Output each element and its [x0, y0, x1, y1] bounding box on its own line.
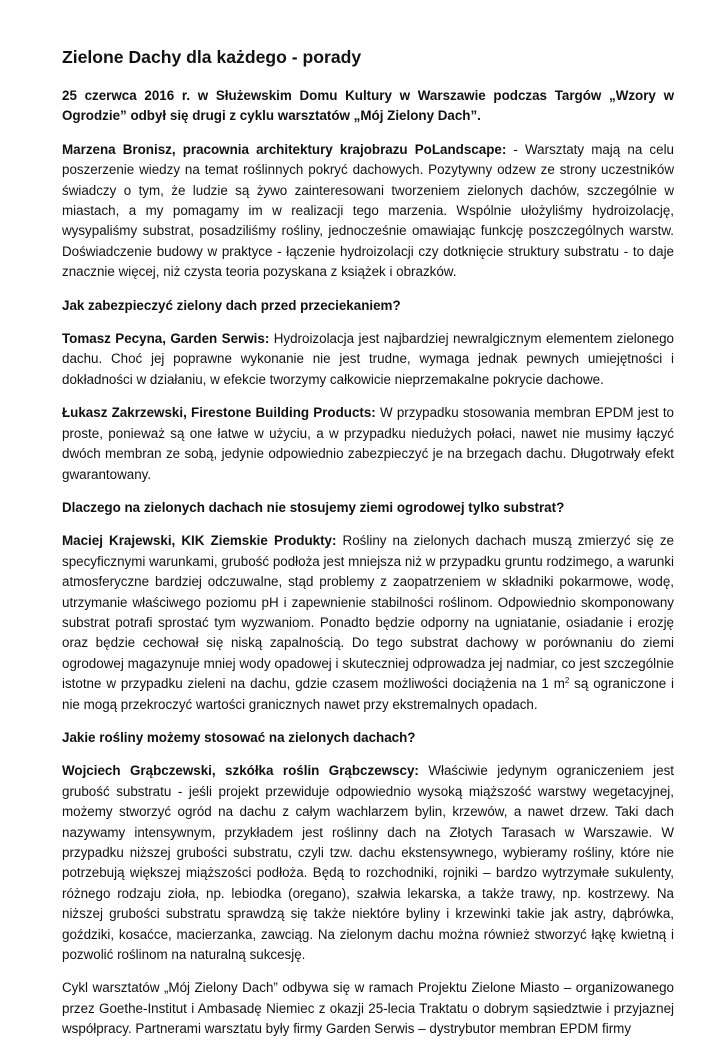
question-leak-protection: Jak zabezpieczyć zielony dach przed przeciekaniem? — [62, 297, 401, 313]
question-substrate: Dlaczego na zielonych dachach nie stosujemy ziemi ogrodowej tylko substrat? — [62, 499, 565, 515]
document-title: Zielone Dachy dla każdego - porady — [62, 47, 362, 67]
document-page — [62, 46, 674, 1053]
speaker-name: Tomasz Pecyna, Garden Serwis: — [62, 331, 270, 347]
paragraph-pecyna — [62, 329, 674, 390]
paragraph-closing: Cykl warsztatów „Mój Zielony Dach” odbywa się w ramach Projektu Zielone Miasto – organizowanego przez Goethe-Institut i Ambasadę Niemiec z okazji 25-lecia Traktatu o dobrym sąsiedztwie i przyjaznej współpracy. Partnerami warsztatu były firmy Garden Serwis – dystrybutor membran EPDM firmy — [62, 980, 674, 1037]
paragraph-text: Hydroizolacja jest najbardziej newralgicznym elementem zielonego dachu. Choć jej poprawne wykonanie nie jest trudne, wymaga jednak pewnych umiejętności i dokładności w działaniu, w efekcie tworzymy całkowicie nieprzemakalne pokrycie dachowe. — [62, 331, 674, 387]
speaker-name: Maciej Krajewski, KIK Ziemskie Produkty: — [62, 533, 337, 549]
speaker-name: Łukasz Zakrzewski, Firestone Building Products: — [62, 405, 376, 421]
superscript: 2 — [564, 676, 570, 686]
paragraph-text: Rośliny na zielonych dachach muszą zmierzyć się ze specyficznymi warunkami, grubość podłoża jest mniejsza niż w przypadku gruntu rodzimego, a warunki atmosferyczne bardziej odczuwalne, stąd problemy z zaopatrzeniem w składniki pokarmowe, wodę, utrzymanie właściwego poziomu pH i zapewnienie stabilności roślinom. Odpowiednio skomponowany substrat potrafi sprostać tym wyzwaniom. Ponadto będzie odporny na ugniatanie, osiadanie i erozję oraz będzie cechował się niską zapalnością. Do tego substrat dachowy w porównaniu do ziemi ogrodowej magazynuje mniej wody opadowej i skuteczniej odprowadza jej nadmiar, co jest szczególnie istotne w przypadku zieleni na dachu, gdzie czasem możliwości dociążenia na 1 m — [62, 533, 675, 692]
paragraph-text: - Warsztaty mają na celu poszerzenie wiedzy na temat roślinnych pokryć dachowych. Pozytywny odzew ze strony uczestników świadczy o tym, że ludzie są żywo zainteresowani tworzeniem zielonych dachów, szczególnie w miastach, a my pomagamy im w realizacji tego marzenia. Wspólnie ułożyliśmy hydroizolację, wysypaliśmy substrat, posadziliśmy rośliny, jednocześnie omawiając funkcję poszczególnych warstw. Doświadczenie budowy w praktyce - łączenie hydroizolacji czy dotknięcie struktury substratu - to daje znacznie więcej, niż czysta teoria pozyskana z książek i obrazków. — [62, 141, 674, 280]
paragraph-grabczewski — [62, 761, 674, 965]
paragraph-krajewski — [62, 531, 674, 715]
question-plants: Jakie rośliny możemy stosować na zielonych dachach? — [62, 729, 416, 745]
paragraph-text: Właściwie jedynym ograniczeniem jest grubość substratu - jeśli projekt przewiduje odpowiednio wysoką miąższość warstwy wegetacyjnej, możemy stworzyć ogród na dachu z całym wachlarzem bylin, krzewów, a nawet drzew. Taki dach nazywamy intensywnym, przykładem jest roślinny dach na Złotych Tarasach w Warszawie. W przypadku niższej grubości substratu, czyli tzw. dachu ekstensywnego, wybieramy rośliny, które nie potrzebują większej miąższości podłoża. Będą to rozchodniki, rojniki – bardzo wytrzymałe sukulenty, różnego rodzaju zioła, np. lebiodka (oregano), szałwia lekarska, a także trawy, np. kostrzewy. Na niższej grubości substratu sprawdzą się także niektóre byliny i krzewinki takie jak astry, dąbrówka, goździki, kosaćce, macierzanka, zawciąg. Na zielonym dachu można również stworzyć łąkę kwietną i pozwolić roślinom na naturalną sukcesję. — [62, 763, 675, 963]
paragraph-zakrzewski — [62, 403, 674, 485]
paragraph-text-continued: są ograniczone i nie mogą przekroczyć wartości granicznych nawet przy ekstremalnych opadach. — [62, 676, 675, 712]
paragraph-bronisz — [62, 140, 674, 283]
speaker-name: Wojciech Grąbczewski, szkółka roślin Grąbczewscy: — [62, 763, 419, 779]
paragraph-text: W przypadku stosowania membran EPDM jest to proste, ponieważ są one łatwe w użyciu, a w przypadku niedużych połaci, nawet nie musimy łączyć dwóch membran ze sobą, jedynie odpowiednio zabezpieczyć je na brzegach dachu. Długotrwały efekt gwarantowany. — [62, 405, 674, 482]
intro-paragraph: 25 czerwca 2016 r. w Służewskim Domu Kultury w Warszawie podczas Targów „Wzory w Ogrodzie” odbył się drugi z cyklu warsztatów „Mój Zielony Dach”. — [62, 88, 674, 124]
speaker-name: Marzena Bronisz, pracownia architektury krajobrazu PoLandscape: — [62, 141, 507, 157]
